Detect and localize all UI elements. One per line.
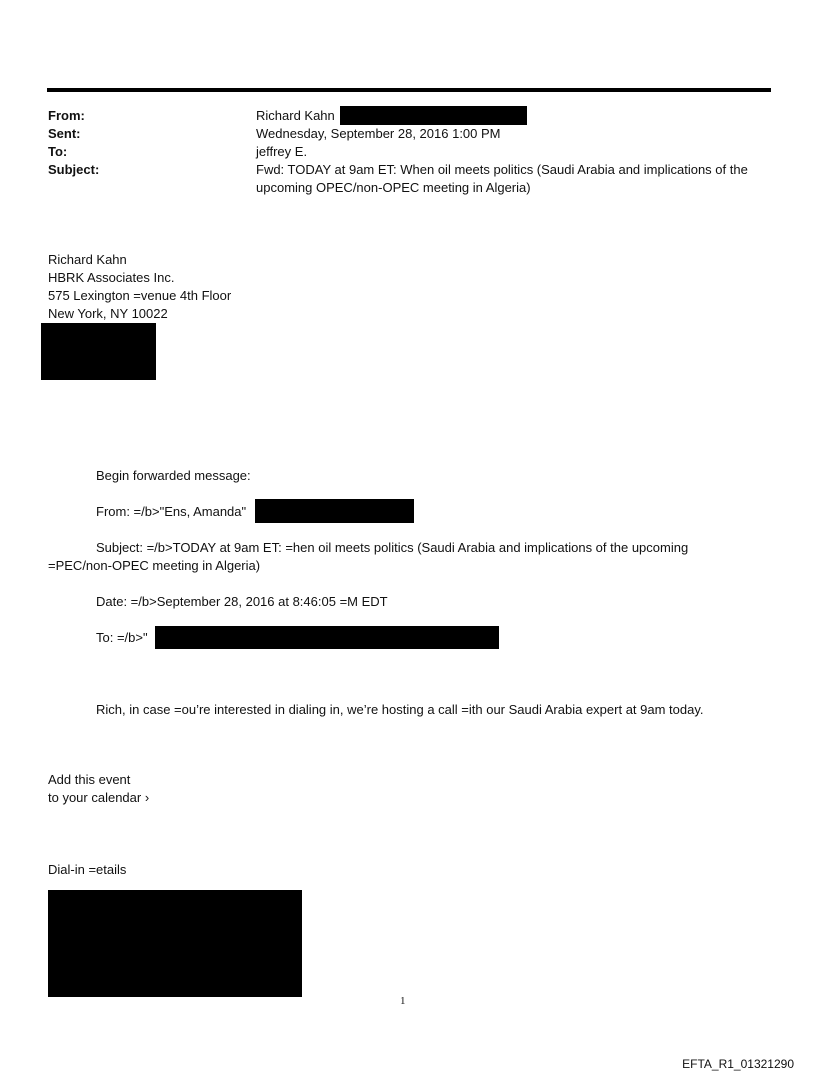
forward-body: Rich, in case =ou’re interested in dialing in, we’re hosting a call =ith our Saudi Arabia expert at 9am today. bbox=[96, 702, 704, 717]
to-value: jeffrey E. bbox=[256, 144, 308, 159]
forward-date-line: Date: =/b>September 28, 2016 at 8:46:05 =M EDT bbox=[96, 594, 388, 609]
redaction-forward-from-email bbox=[255, 499, 414, 523]
dialin-label: Dial-in =etails bbox=[48, 862, 127, 877]
subject-value: Fwd: TODAY at 9am ET: When oil meets politics (Saudi Arabia and implications of the upcoming OPEC/non-OPEC meeting in Algeria) bbox=[256, 162, 748, 195]
redaction-from-email bbox=[340, 106, 527, 125]
redaction-dialin-details bbox=[48, 890, 302, 997]
from-label: From: bbox=[48, 108, 85, 123]
redaction-signature-contact bbox=[41, 323, 156, 380]
header-rule bbox=[47, 88, 771, 92]
forward-to-line: To: =/b>" bbox=[96, 630, 148, 645]
redaction-forward-to-email bbox=[155, 626, 499, 649]
signature-address-line2: New York, NY 10022 bbox=[48, 306, 168, 321]
sent-value: Wednesday, September 28, 2016 1:00 PM bbox=[256, 126, 501, 141]
signature-name: Richard Kahn bbox=[48, 252, 127, 267]
forward-intro: Begin forwarded message: bbox=[96, 468, 251, 483]
subject-label: Subject: bbox=[48, 162, 100, 177]
document-id: EFTA_R1_01321290 bbox=[682, 1057, 794, 1071]
forward-from-line: From: =/b>"Ens, Amanda" bbox=[96, 504, 247, 519]
calendar-link-line1[interactable]: Add this event bbox=[48, 772, 131, 787]
from-value: Richard Kahn bbox=[256, 108, 335, 123]
sent-label: Sent: bbox=[48, 126, 81, 141]
page-number: 1 bbox=[400, 995, 406, 1007]
calendar-link-line2[interactable]: to your calendar › bbox=[48, 790, 150, 805]
signature-address-line1: 575 Lexington =venue 4th Floor bbox=[48, 288, 232, 303]
to-label: To: bbox=[48, 144, 68, 159]
forward-subject-line: Subject: =/b>TODAY at 9am ET: =hen oil meets politics (Saudi Arabia and implications of the upcoming =PEC/non-OPEC meeting in Algeria) bbox=[48, 540, 689, 573]
signature-company: HBRK Associates Inc. bbox=[48, 270, 175, 285]
